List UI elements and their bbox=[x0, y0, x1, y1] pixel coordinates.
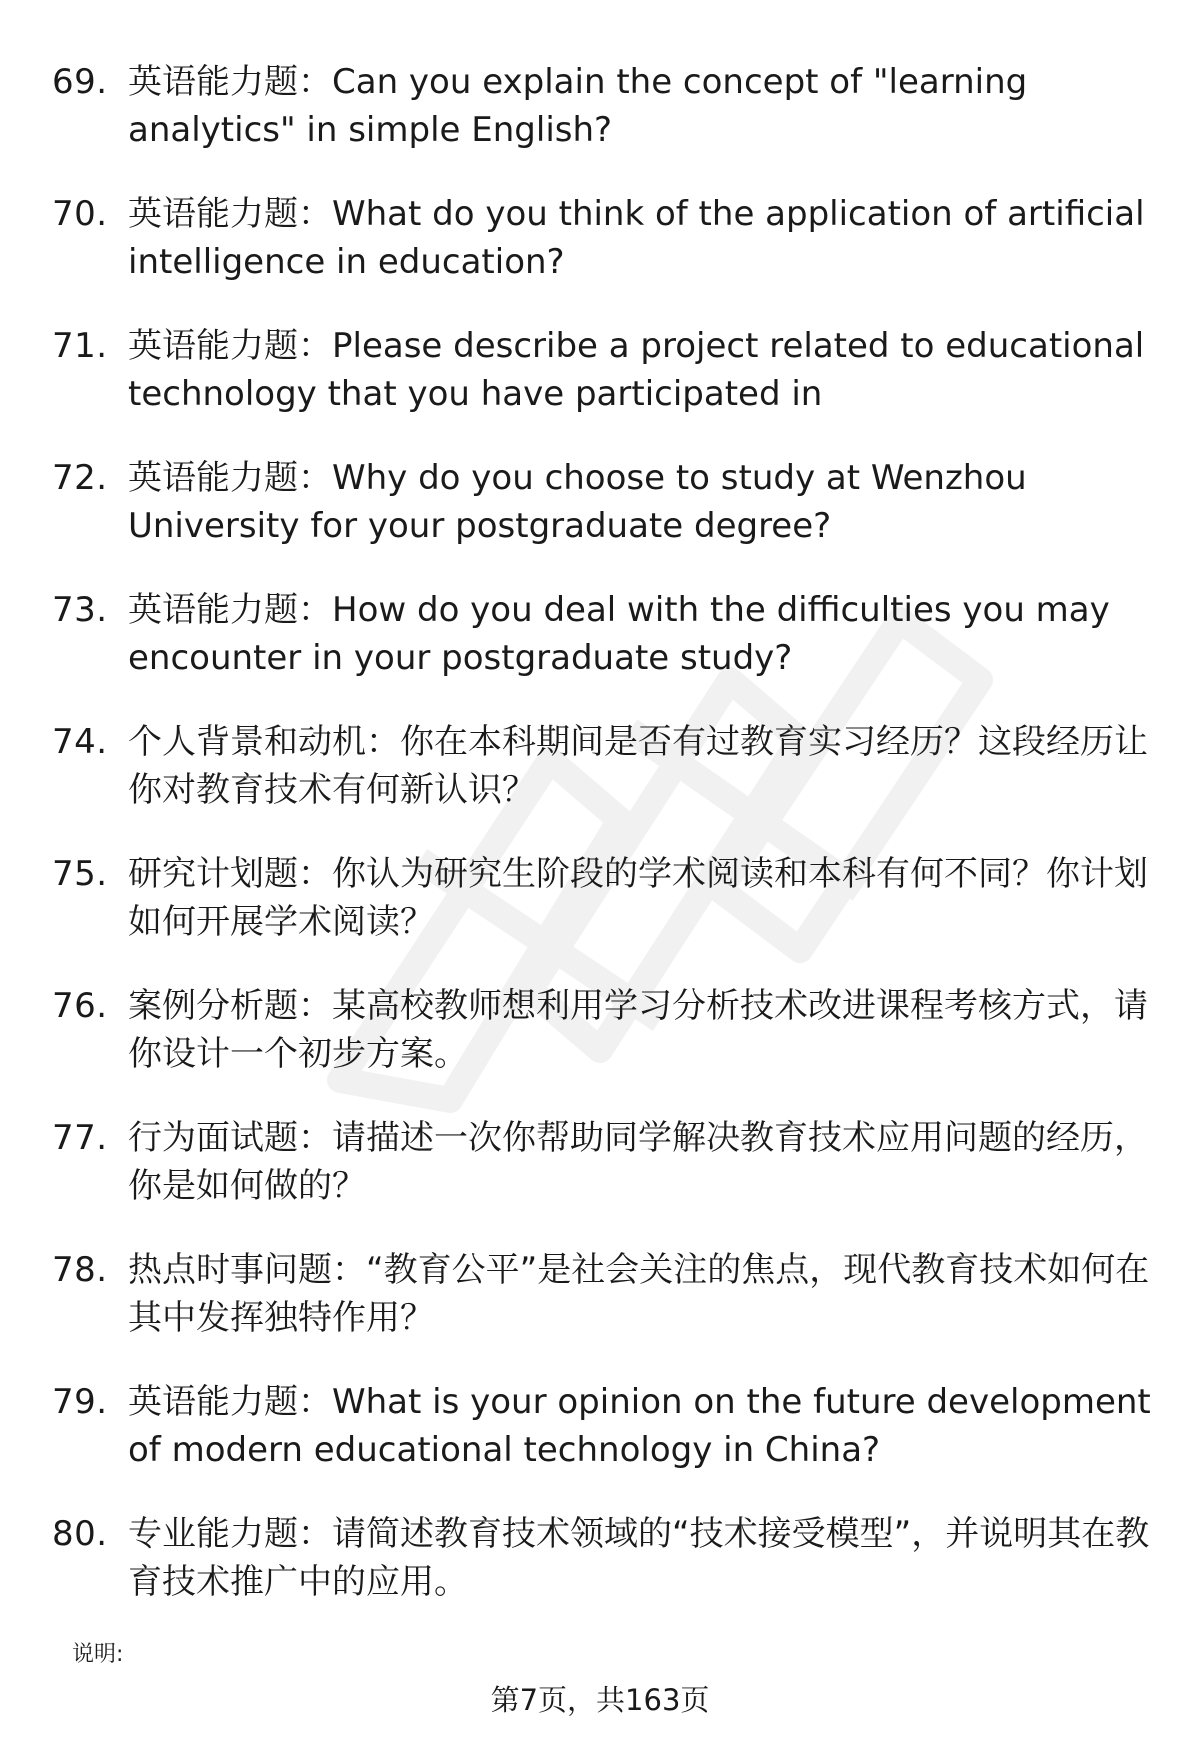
question-item bbox=[52, 190, 1152, 322]
question-text: 行为面试题：请描述一次你帮助同学解决教育技术应用问题的经历，你是如何做的？ bbox=[128, 1118, 1148, 1206]
question-text: 英语能力题：What is your opinion on the future development of modern educational technology in China? bbox=[128, 1382, 1151, 1470]
question-number: 80. bbox=[52, 1514, 108, 1554]
question-item bbox=[52, 1114, 1152, 1246]
question-number: 70. bbox=[52, 194, 108, 234]
question-text: 英语能力题：What do you think of the application of artificial intelligence in education? bbox=[128, 194, 1145, 282]
page-footer: 第7页，共163页 bbox=[490, 1683, 710, 1717]
question-item bbox=[52, 322, 1152, 454]
question-number: 77. bbox=[52, 1118, 108, 1158]
question-item bbox=[52, 1246, 1152, 1378]
note-label: 说明: bbox=[72, 1642, 124, 1667]
question-item bbox=[52, 982, 1152, 1114]
question-number: 72. bbox=[52, 458, 108, 498]
question-text: 英语能力题：How do you deal with the difficulties you may encounter in your postgraduate study? bbox=[128, 590, 1110, 678]
question-item bbox=[52, 1510, 1152, 1642]
question-text: 热点时事问题：“教育公平”是社会关注的焦点，现代教育技术如何在其中发挥独特作用？ bbox=[128, 1250, 1150, 1338]
question-text: 英语能力题：Please describe a project related to educational technology that you have participated in bbox=[128, 326, 1145, 414]
question-number: 73. bbox=[52, 590, 108, 630]
question-number: 74. bbox=[52, 722, 108, 762]
question-number: 71. bbox=[52, 326, 108, 366]
question-item bbox=[52, 1378, 1152, 1510]
question-number: 78. bbox=[52, 1250, 108, 1290]
question-number: 76. bbox=[52, 986, 108, 1026]
question-list bbox=[52, 58, 1152, 1642]
question-item bbox=[52, 586, 1152, 718]
question-item bbox=[52, 718, 1152, 850]
question-number: 79. bbox=[52, 1382, 108, 1422]
question-text: 英语能力题：Can you explain the concept of "learning analytics" in simple English? bbox=[128, 62, 1028, 150]
question-text: 个人背景和动机：你在本科期间是否有过教育实习经历？这段经历让你对教育技术有何新认识？ bbox=[128, 722, 1148, 810]
question-text: 案例分析题：某高校教师想利用学习分析技术改进课程考核方式，请你设计一个初步方案。 bbox=[128, 986, 1148, 1074]
question-text: 英语能力题：Why do you choose to study at Wenzhou University for your postgraduate degree? bbox=[128, 458, 1027, 546]
question-text: 研究计划题：你认为研究生阶段的学术阅读和本科有何不同？你计划如何开展学术阅读？ bbox=[128, 854, 1148, 942]
question-item bbox=[52, 850, 1152, 982]
question-number: 75. bbox=[52, 854, 108, 894]
question-item bbox=[52, 454, 1152, 586]
question-item bbox=[52, 58, 1152, 190]
question-number: 69. bbox=[52, 62, 108, 102]
question-text: 专业能力题：请简述教育技术领域的“技术接受模型”，并说明其在教育技术推广中的应用。 bbox=[128, 1514, 1150, 1602]
